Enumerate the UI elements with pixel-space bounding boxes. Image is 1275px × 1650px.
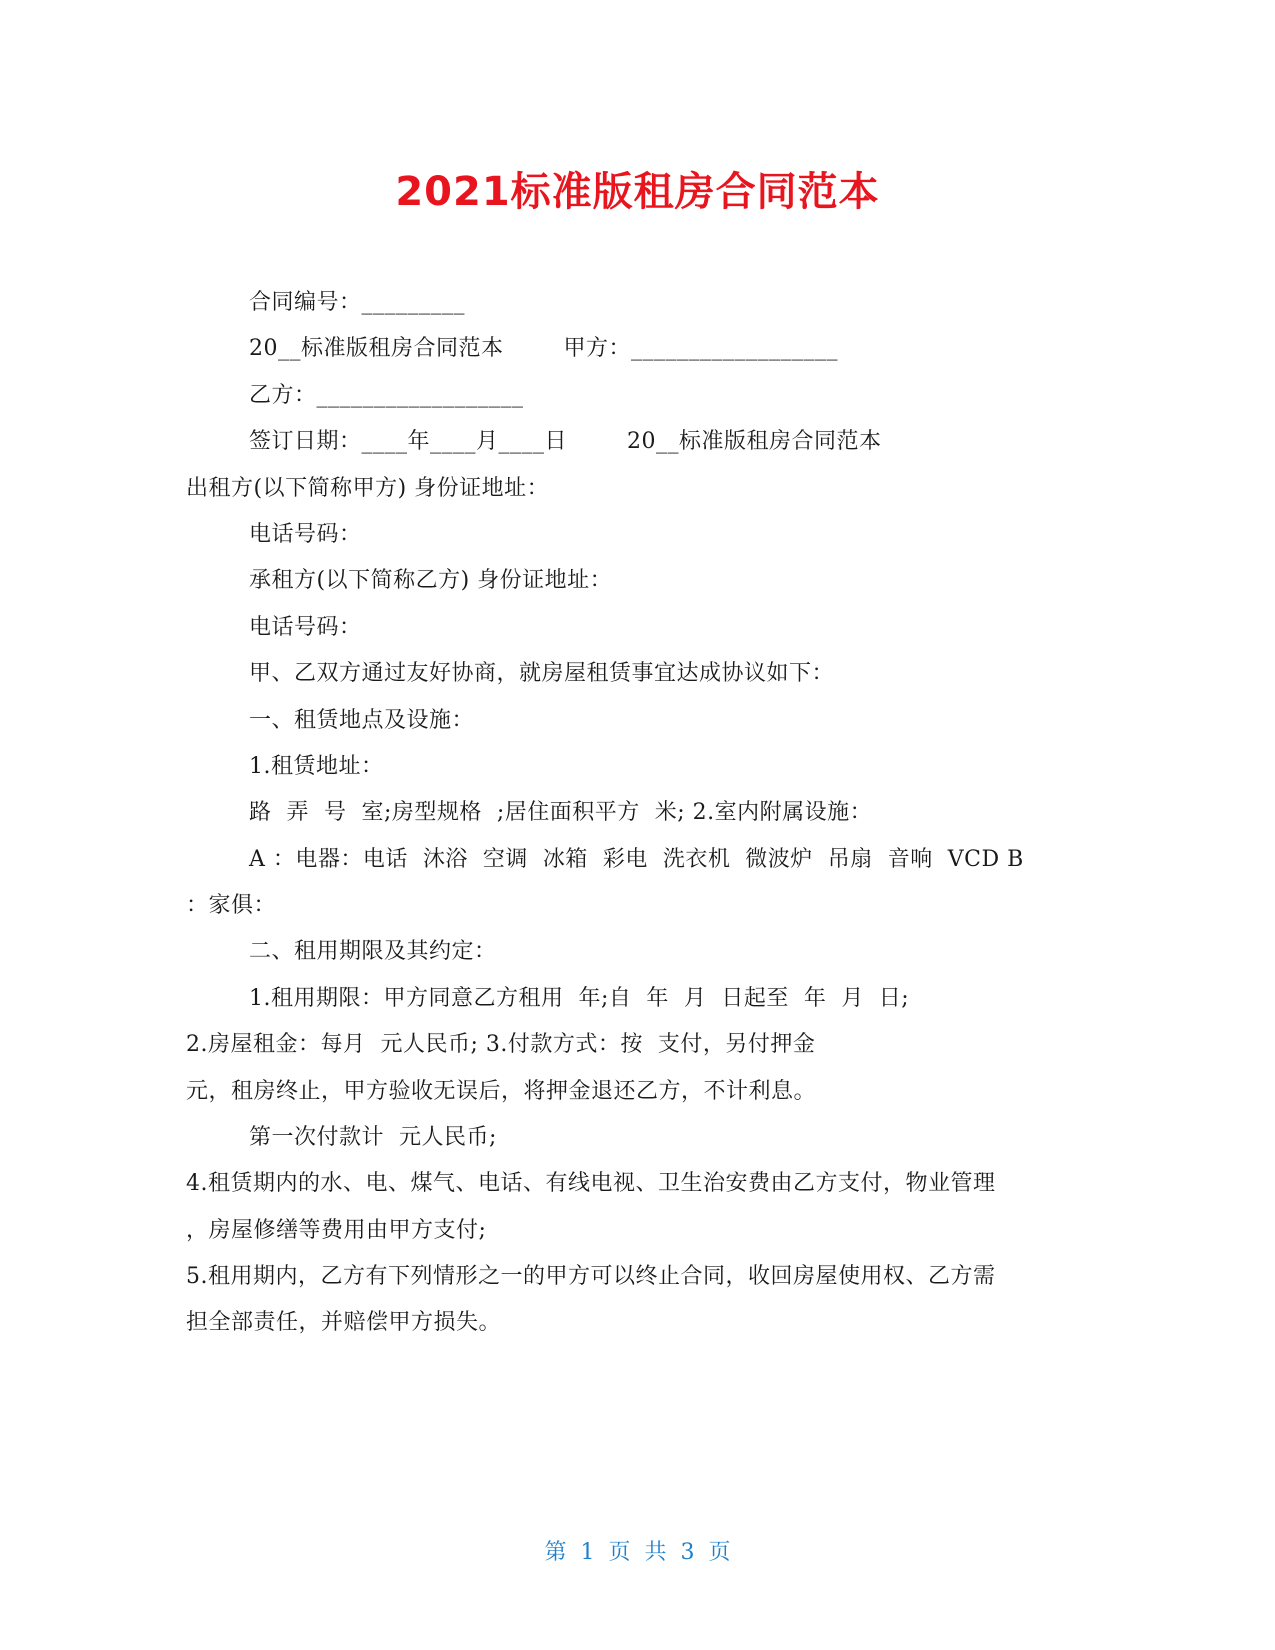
utilities-line: 4.租赁期内的水、电、煤气、电话、有线电视、卫生治安费由乙方支付，物业管理 (186, 1171, 996, 1196)
party-a-line: 20__标准版租房合同范本 甲方：__________________ (249, 336, 838, 361)
lessor-phone-line: 电话号码： (249, 522, 362, 547)
lessor-id-address-line: 出租方(以下简称甲方) 身份证地址： (186, 476, 550, 501)
termination-line: 5.租用期内，乙方有下列情形之一的甲方可以终止合同，收回房屋使用权、乙方需 (186, 1264, 996, 1289)
party-b-line: 乙方：__________________ (249, 383, 524, 408)
section-2-heading: 二、租用期限及其约定： (249, 939, 497, 964)
agreement-intro-line: 甲、乙双方通过友好协商，就房屋租赁事宜达成协议如下： (249, 661, 835, 686)
rent-payment-line: 2.房屋租金：每月 元人民币; 3.付款方式：按 支付，另付押金 (186, 1032, 816, 1057)
furniture-line: ：家俱： (186, 893, 277, 918)
lease-term-line: 1.租用期限：甲方同意乙方租用 年;自 年 月 日起至 年 月 日; (249, 986, 910, 1011)
contract-number-line: 合同编号：_________ (249, 290, 466, 315)
appliances-line: A ：电器：电话 沐浴 空调 冰箱 彩电 洗衣机 微波炉 吊扇 音响 VCD B (249, 847, 1024, 872)
lessee-phone-line: 电话号码： (249, 615, 362, 640)
room-spec-line: 路 弄 号 室;房型规格 ;居住面积平方 米; 2.室内附属设施： (249, 800, 873, 825)
signing-date-line: 签订日期：____年____月____日 20__标准版租房合同范本 (249, 429, 882, 454)
repair-costs-line: ，房屋修缮等费用由甲方支付; (186, 1218, 487, 1243)
section-1-heading: 一、租赁地点及设施： (249, 708, 475, 733)
document-title: 2021标准版租房合同范本 (395, 169, 880, 215)
liability-line: 担全部责任，并赔偿甲方损失。 (186, 1310, 502, 1335)
deposit-refund-line: 元，租房终止，甲方验收无误后，将押金退还乙方，不计利息。 (186, 1079, 817, 1104)
lessee-id-address-line: 承租方(以下简称乙方) 身份证地址： (249, 568, 613, 593)
first-payment-line: 第一次付款计 元人民币; (249, 1125, 497, 1150)
lease-address-line: 1.租赁地址： (249, 754, 384, 779)
page-number-footer: 第 1 页 共 3 页 (544, 1540, 731, 1565)
